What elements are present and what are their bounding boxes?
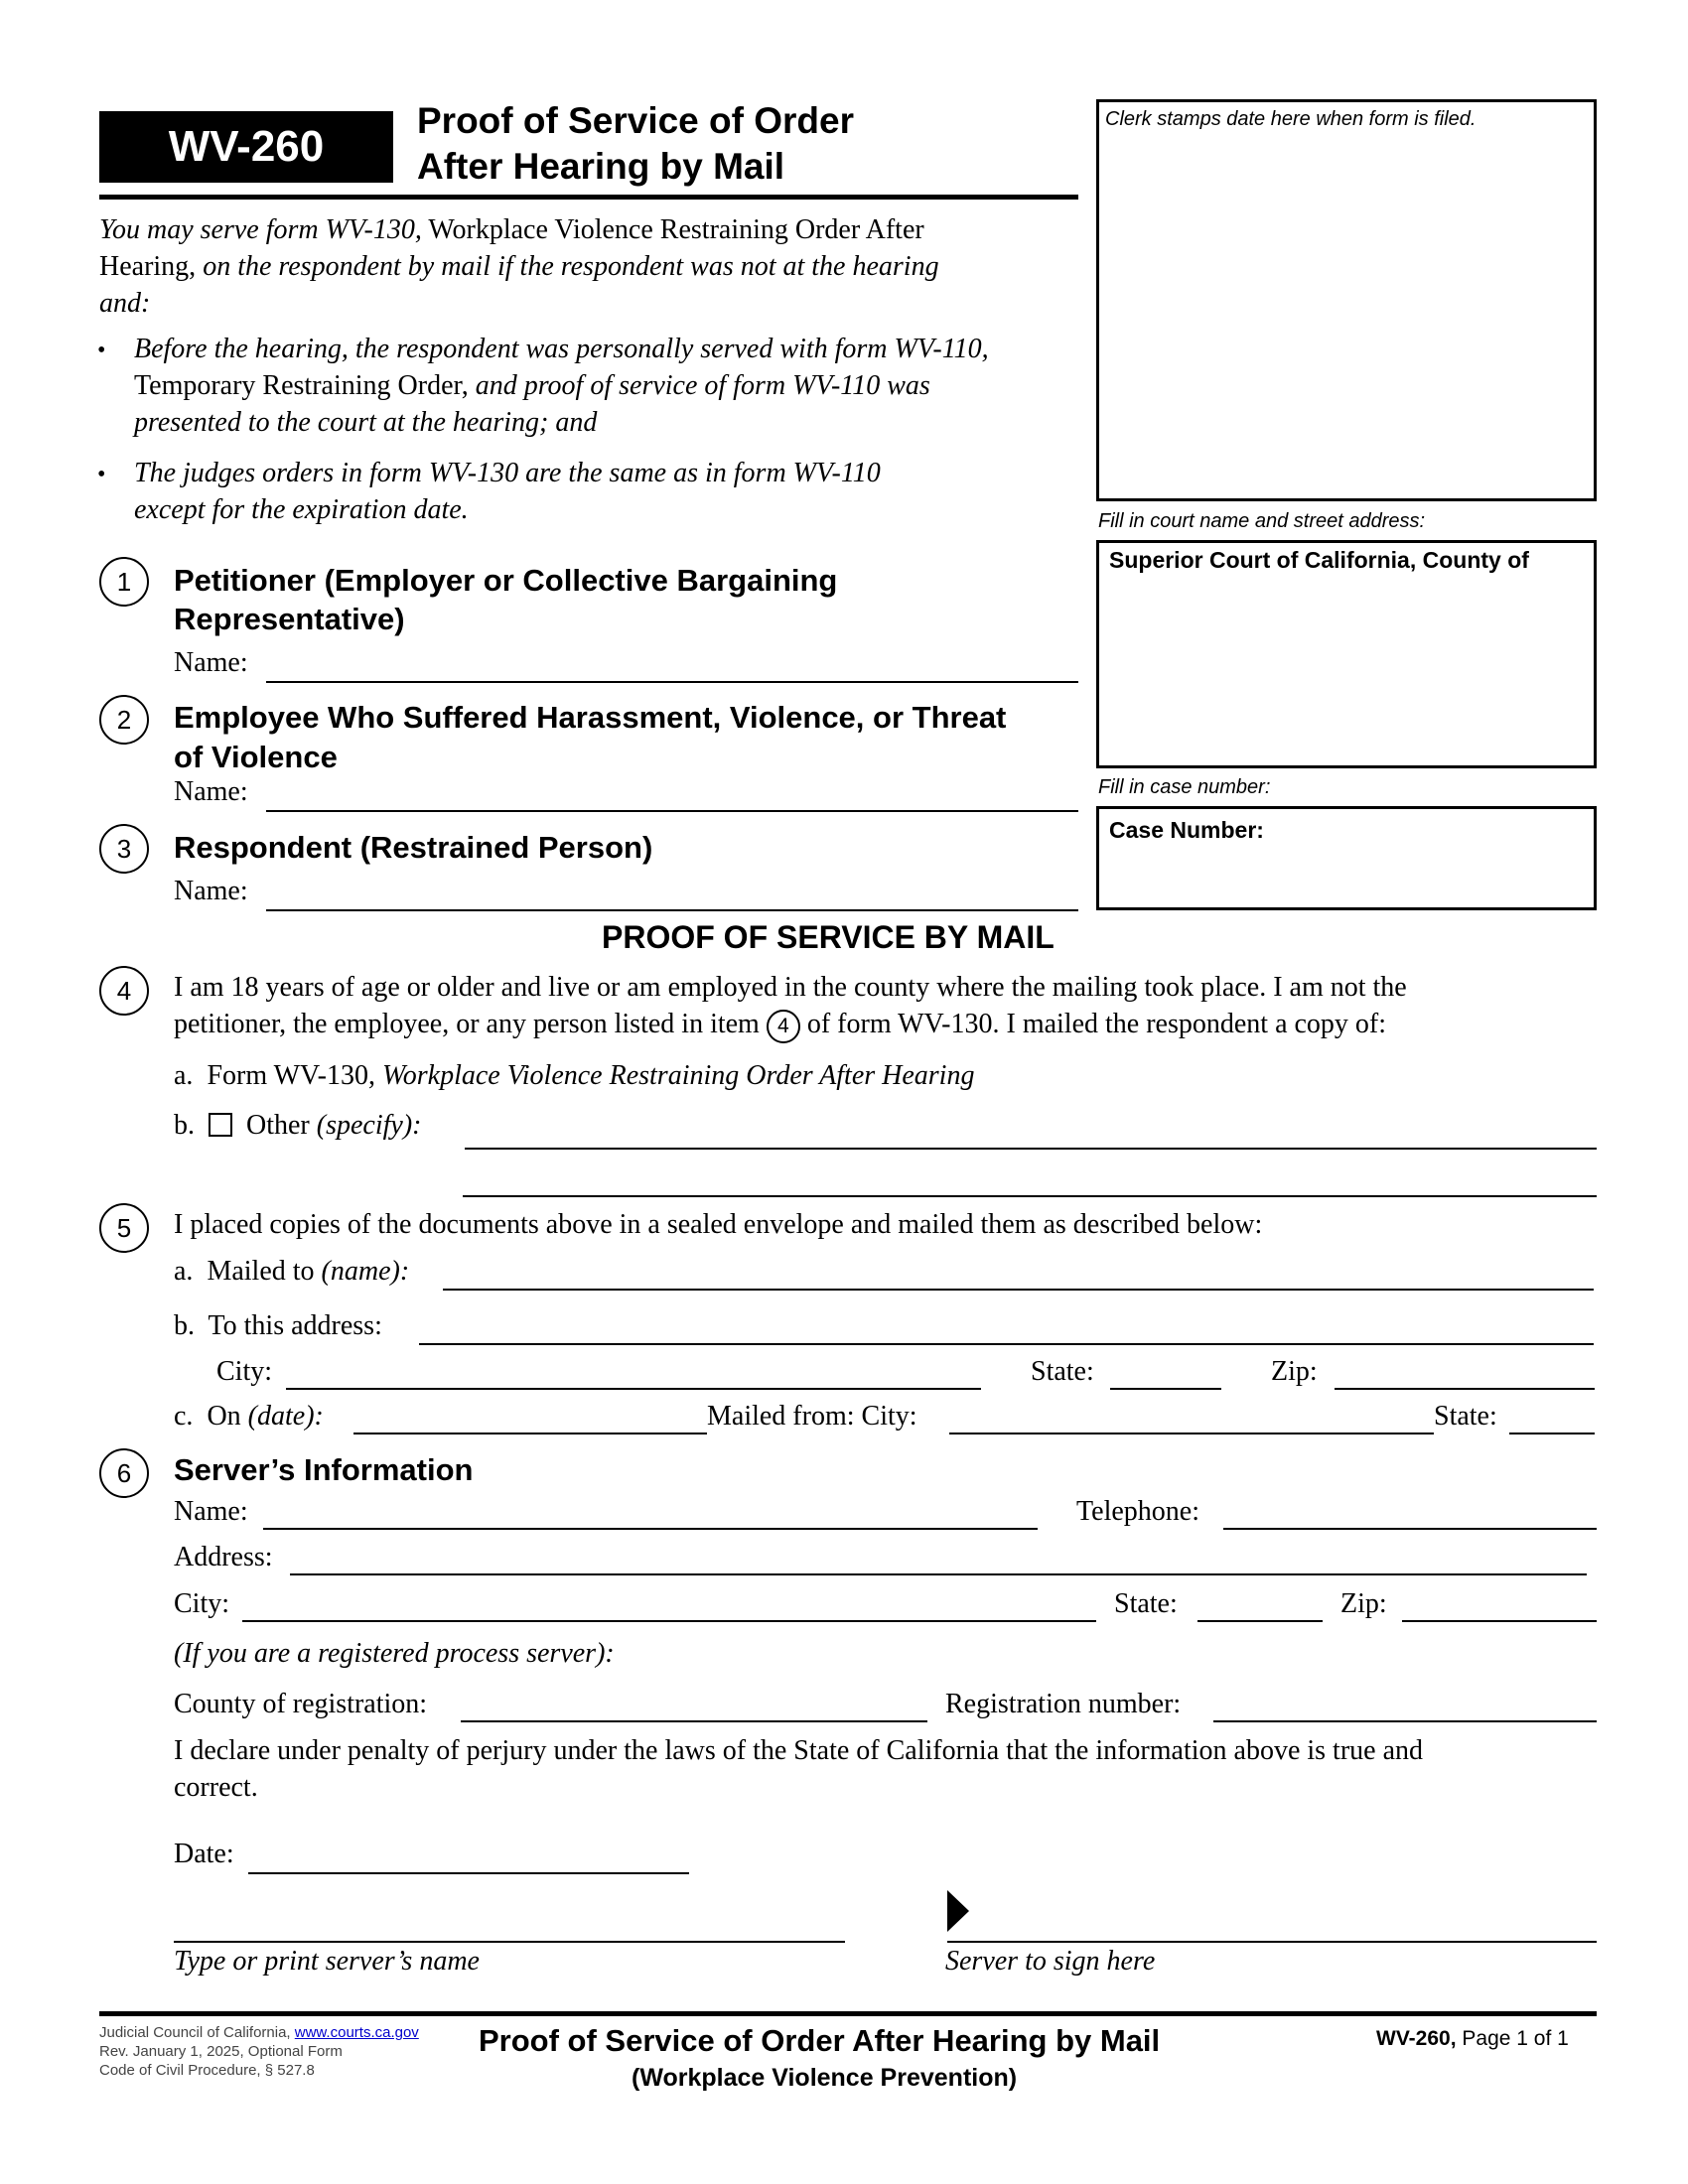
item4a-form-title: Workplace Violence Restraining Order After Hearing [382, 1060, 975, 1091]
employee-name-field[interactable] [266, 810, 1078, 812]
item-number-5: 5 [99, 1203, 149, 1253]
server-name-field[interactable] [263, 1528, 1038, 1530]
mail-date-field[interactable] [353, 1433, 707, 1434]
mailed-from-city-field[interactable] [949, 1433, 1434, 1434]
bullet1-text: and proof of service of form WV-110 was [475, 370, 930, 401]
server-telephone-field[interactable] [1223, 1528, 1597, 1530]
item4b-other-label: Other [246, 1110, 310, 1141]
respondent-name-field[interactable] [266, 909, 1078, 911]
item5-city-label: City: [216, 1356, 273, 1387]
item4-text-part1: petitioner, the employee, or any person listed in item [174, 1009, 760, 1039]
item5a-letter: a. [174, 1256, 194, 1287]
clerk-stamp-box[interactable] [1096, 99, 1597, 501]
section-title: PROOF OF SERVICE BY MAIL [602, 919, 1055, 955]
item4-text-line1: I am 18 years of age or older and live or am employed in the county where the mailing took place. I am not the [174, 972, 1407, 1003]
server-address-field[interactable] [290, 1573, 1587, 1575]
item4b-specify: (specify): [316, 1110, 422, 1141]
bullet-2: • [97, 462, 106, 487]
intro-text-cont: on the respondent by mail if the respondent was not at the hearing [203, 251, 939, 282]
clerk-stamp-label: Clerk stamps date here when form is filed. [1105, 108, 1477, 130]
print-name-field[interactable] [174, 1941, 845, 1943]
item4a [174, 1058, 974, 1094]
form-id-badge: WV-260 [99, 111, 393, 183]
declaration-line1: I declare under penalty of perjury under the laws of the State of California that the information above is true and [174, 1735, 1424, 1766]
server-signature-field[interactable] [947, 1941, 1597, 1943]
item5b-label: To this address: [208, 1310, 382, 1341]
declaration-line2: correct. [174, 1772, 258, 1803]
mail-address-field[interactable] [419, 1343, 1594, 1345]
court-name-box[interactable] [1096, 540, 1597, 768]
footer-rev: Rev. January 1, 2025, Optional Form [99, 2043, 343, 2060]
item4-text-line2 [174, 1007, 1386, 1043]
item5c-label: On [207, 1401, 241, 1432]
server-address-label: Address: [174, 1542, 273, 1572]
court-label: Fill in court name and street address: [1098, 510, 1426, 532]
item4-text-part2: of form WV-130. I mailed the respondent a copy of: [806, 1009, 1387, 1039]
item5-state-label: State: [1031, 1356, 1094, 1387]
footer-subtitle: (Workplace Violence Prevention) [632, 2064, 1018, 2092]
footer-title: Proof of Service of Order After Hearing by Mail [479, 2023, 1161, 2058]
other-checkbox[interactable] [209, 1113, 232, 1137]
mail-zip-field[interactable] [1335, 1388, 1595, 1390]
item-ref-4: 4 [767, 1010, 800, 1043]
case-number-box[interactable] [1096, 806, 1597, 910]
intro-line1 [99, 212, 924, 248]
item5b-letter: b. [174, 1310, 195, 1341]
server-name-label: Name: [174, 1496, 248, 1527]
court-name-text: Superior Court of California, County of [1109, 547, 1529, 573]
item5a-label: Mailed to [207, 1256, 315, 1287]
footer-form-id: WV-260, [1376, 2027, 1457, 2050]
item5-zip-label: Zip: [1271, 1356, 1318, 1387]
footer-org-name: Judicial Council of California, [99, 2024, 291, 2041]
registration-number-label: Registration number: [945, 1689, 1182, 1719]
mail-city-field[interactable] [286, 1388, 981, 1390]
county-registration-field[interactable] [461, 1720, 927, 1722]
item4a-letter: a. [174, 1060, 194, 1091]
mailed-from-label: Mailed from: City: [707, 1401, 917, 1432]
item4b-letter: b. [174, 1110, 195, 1141]
item1-title-line2: Representative) [174, 602, 405, 636]
server-city-field[interactable] [242, 1620, 1096, 1622]
item1-title-line1: Petitioner (Employer or Collective Bargaining [174, 563, 838, 598]
footer-page-number: Page 1 of 1 [1462, 2027, 1569, 2050]
item5c [174, 1399, 324, 1434]
server-city-label: City: [174, 1588, 230, 1619]
bullet1-line1: Before the hearing, the respondent was personally served with form WV-110, [134, 334, 989, 364]
item3-title: Respondent (Restrained Person) [174, 830, 653, 865]
footer-org [99, 2023, 419, 2042]
mailed-from-state-label: State: [1434, 1401, 1497, 1432]
item2-title-line2: of Violence [174, 740, 338, 774]
date-label: Date: [174, 1839, 234, 1869]
intro-form-name: Workplace Violence Restraining Order After [428, 214, 924, 245]
item5c-date-hint: (date): [247, 1401, 324, 1432]
mailed-from-state-field[interactable] [1509, 1433, 1595, 1434]
case-number-text: Case Number: [1109, 817, 1264, 843]
bullet1-form-name: Temporary Restraining Order, [134, 370, 469, 401]
item5c-letter: c. [174, 1401, 194, 1432]
item2-name-label: Name: [174, 776, 248, 807]
server-state-field[interactable] [1197, 1620, 1323, 1622]
bullet1-line2 [134, 368, 930, 404]
item-number-6: 6 [99, 1448, 149, 1498]
item4a-text: Form WV-130, [207, 1060, 376, 1091]
intro-line3: and: [99, 288, 151, 319]
petitioner-name-field[interactable] [266, 681, 1078, 683]
item5a [174, 1254, 409, 1290]
form-title-line1: Proof of Service of Order [417, 100, 854, 141]
item-number-2: 2 [99, 695, 149, 745]
footer-page [1376, 2025, 1569, 2053]
signature-label: Server to sign here [945, 1946, 1156, 1977]
registered-note: (If you are a registered process server): [174, 1638, 615, 1669]
form-title-line2: After Hearing by Mail [417, 146, 785, 187]
case-number-label: Fill in case number: [1098, 776, 1271, 798]
print-name-label: Type or print server’s name [174, 1946, 480, 1977]
item4b [174, 1108, 421, 1144]
intro-line2 [99, 249, 939, 285]
county-registration-label: County of registration: [174, 1689, 428, 1719]
server-telephone-label: Telephone: [1076, 1496, 1199, 1527]
server-zip-label: Zip: [1340, 1588, 1387, 1619]
mailed-to-name-field[interactable] [443, 1289, 1594, 1291]
other-specify-field-2[interactable] [463, 1195, 1597, 1197]
bullet2-line2: except for the expiration date. [134, 494, 469, 525]
intro-form-name-cont: Hearing, [99, 251, 197, 282]
registration-number-field[interactable] [1213, 1720, 1597, 1722]
declaration-date-field[interactable] [248, 1872, 689, 1874]
signature-arrow-icon [947, 1890, 969, 1932]
bullet2-line1: The judges orders in form WV-130 are the same as in form WV-110 [134, 458, 881, 488]
footer-code: Code of Civil Procedure, § 527.8 [99, 2062, 315, 2079]
item-number-1: 1 [99, 557, 149, 607]
item1-name-label: Name: [174, 647, 248, 678]
item5a-name-hint: (name): [321, 1256, 410, 1287]
header-rule [99, 195, 1078, 200]
item-number-3: 3 [99, 824, 149, 874]
mail-state-field[interactable] [1110, 1388, 1221, 1390]
footer-url-link[interactable]: www.courts.ca.gov [294, 2024, 419, 2041]
bullet-1: • [97, 338, 106, 363]
item5-text: I placed copies of the documents above in a sealed envelope and mailed them as described below: [174, 1209, 1263, 1240]
intro-text: You may serve form WV-130, [99, 214, 422, 245]
server-zip-field[interactable] [1402, 1620, 1597, 1622]
footer-rule [99, 2011, 1597, 2016]
server-state-label: State: [1114, 1588, 1178, 1619]
item2-title-line1: Employee Who Suffered Harassment, Violence, or Threat [174, 700, 1007, 735]
item6-title: Server’s Information [174, 1452, 474, 1487]
item3-name-label: Name: [174, 876, 248, 906]
item-number-4: 4 [99, 966, 149, 1016]
item5b [174, 1308, 382, 1344]
other-specify-field-1[interactable] [465, 1148, 1597, 1150]
bullet1-line3: presented to the court at the hearing; and [134, 407, 598, 438]
